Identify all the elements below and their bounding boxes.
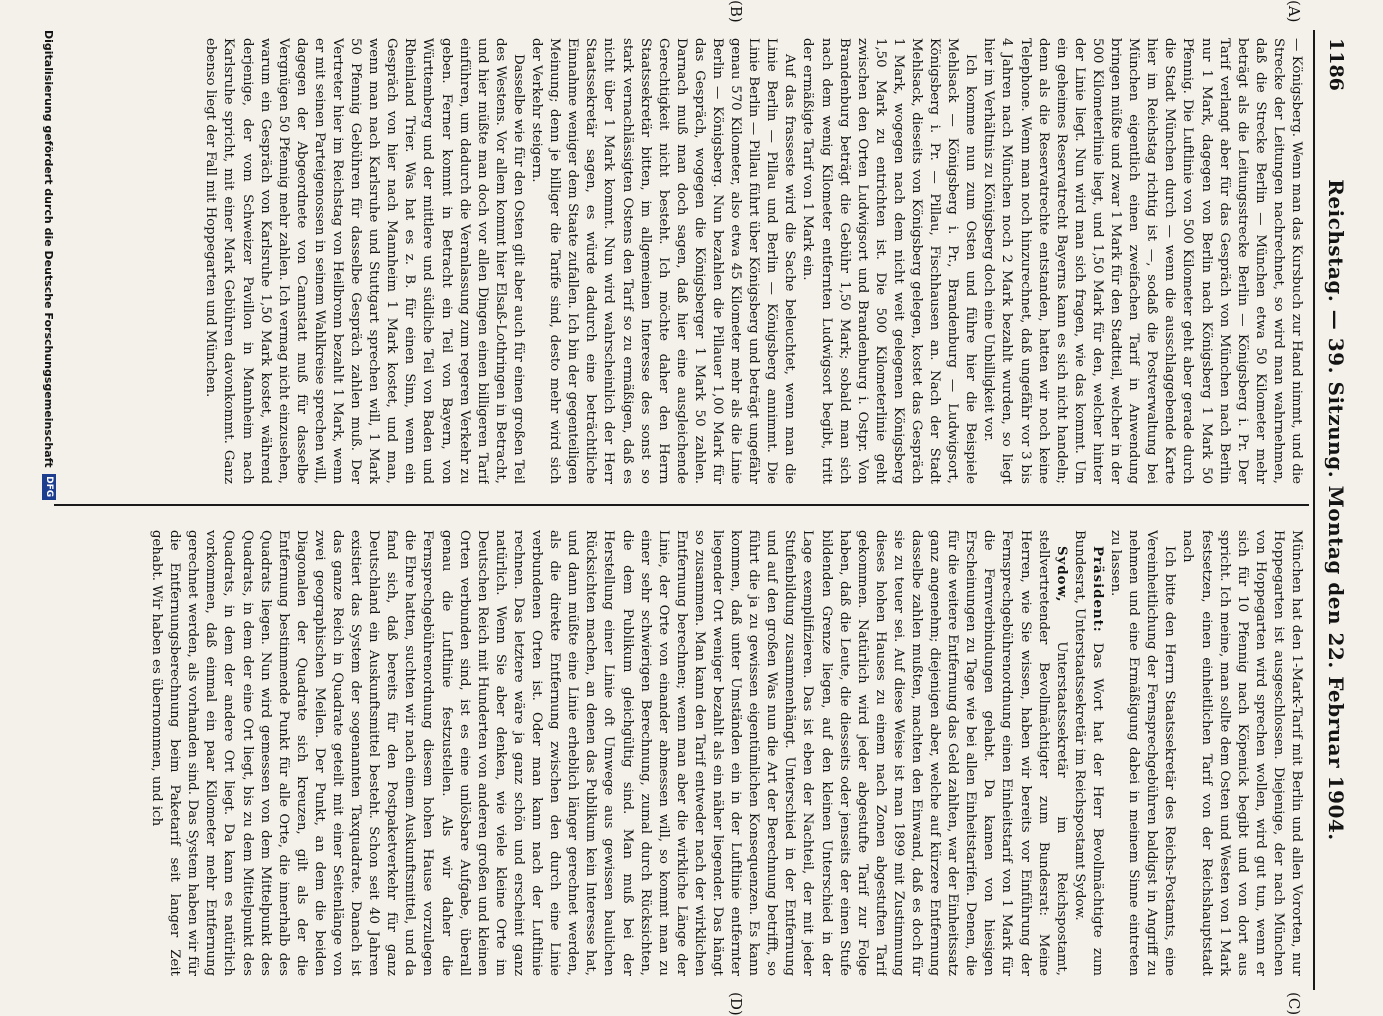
- column-divider: [54, 504, 1309, 506]
- paragraph: — Königsberg. Wenn man das Kursbuch zur Hand nimmt, und die Strecke der Leitungen nachrechnet, so wird man wahrnehmen, daß die Strecke Berlin — München etwa 50 Kilometer mehr beträgt als die Leitungsstrecke Berlin — Königsberg i. Pr. Der Tarif verlangt aber für das Gespräch von München nach Berlin nur 1 Mark, dagegen von Berlin nach Königsberg 1 Mark 50 Pfennig. Die Luftlinie von 500 Kilometer geht aber gerade durch die Stadt München durch — wenn die ausschlaggebende Karte hier im Reichstag richtig ist —, sodaß die Postverwaltung bei München eigentlich einen zweifachen Tarif in Anwendung bringen müßte und zwar 1 Mark für den Stadtteil, welcher in der 500 Kilometerlinie liegt, und 1,50 Mark für den, welcher hinter der Linie liegt. Nun wird man sich fragen, wie das kommt. Um ein geheimes Reservatrecht Bayerns kann es sich nicht handeln; denn als die Reservatrechte entstanden, hatten wir noch keine Telephone. Wenn man noch hinzurechnet, daß ungefähr vor 3 bis 4 Jahren nach München noch 2 Mark bezahlt wurden, so liegt hier im Verhältnis zu Königsberg doch eine Unbilligkeit vor.: [981, 38, 1304, 484]
- rotated-document-page: [35, 0, 1355, 1016]
- page-header: [1313, 30, 1355, 990]
- speech-text: Unterstaatssekretär im Reichspostamt, stellvertretender Bevollmächtigter zum Bundesrat: Meine Herren, wie Sie wissen, haben wir bereits vor Einführung der Fernsprechgebührenordnung einen Einheitstarif von 1 Mark für die Fernverbindungen gehabt. Da kamen von hiesigen Erscheinungen zu Tage wie bei allen Einheitstarifen. Denen, die für die weitere Entfernung das Geld zahlten, war der Einheitssatz ganz angenehm; diejenigen aber, welche auf kürzere Entfernung dasselbe zahlen mußten, machten den Einwand, daß es doch für sie zu teuer sei. Auf diese Weise ist man 1899 mit Zustimmung dieses hohen Hauses zu einem nach Zonen abgestuften Tarif gekommen. Natürlich wird jeder abgestufte Tarif zur Folge haben, daß die Leute, die diesseits oder jenseits der einen Stufe bildenden Grenze liegen, auf den kleinen Unterschied in der Lage exemplifizieren. Das ist eben der Nachteil, der mit jeder Stufenbildung zusammenhängt. Unterschied in der Entfernung und auf den großen Was nun die Art der Berechnung betrifft, so führt die ja zu gewissen eigentümlichen Konsequenzen. Es kann kommen, daß unter Umständen ein in der Luftlinie entfernter liegender Ort weniger bezahlt als ein näher liegender. Das hängt so zusammen. Man kann den Tarif entweder nach der wirklichen Entfernung berechnen; wenn man aber die wirkliche Länge der Linie, der Orte von einander abmessen will, so kommt man zu einer sehr schwierigen Berechnung, zumal durch Rücksichten, die dem Publikum gleichgültig sind. Man muß bei der Herstellung einer Linie oft Umwege aus gewissen baulichen Rücksichten machen, an denen das Publikum kein Interesse hat, und dann müßte eine Linie erheblich länger gerechnet werden, als die direkte Entfernung zwischen den durch eine Linie verbundenen Orten ist. Oder man kann nach der Luftlinie rechnen. Das letztere wäre ja ganz schön und erscheint ganz natürlich. Wenn Sie aber denken, wie viele kleine Orte im Deutschen Reich mit Hunderten von anderen großen und kleinen Orten verbunden sind, ist es eine unlösbare Aufgabe, überall genau die Luftlinie festzustellen. Als wir daher die Fernsprechgebührenordnung diesem hohen Hause vorzulegen die Ehre hatten, suchten wir nach einem Auskunftsmittel, und da fand sich, daß bereits für den Postpaketverkehr für ganz Deutschland ein Auskunftsmittel besteht. Schon seit 40 Jahren existiert das System der sogenannten Taxquadrate. Danach ist das ganze Reich in Quadrate geteilt mit einer Seitenlänge von zwei geographischen Meilen. Der Punkt, an dem die beiden Diagonalen der Quadrate sich kreuzen, gilt als der die Entfernung bestimmende Punkt für alle Orte, die innerhalb des Quadrats liegen. Nun wird gemessen von dem Mittelpunkt des Quadrats, in dem der eine Ort liegt, bis zu dem Mittelpunkt des Quadrats, in dem der andere Ort liegt. Da kann es natürlich vorkommen, daß einmal ein paar Kilometer mehr Entfernung gerechnet werden, als vorhanden sind. Das System haben wir für die Entfernungsberechnung beim Paketarif seit langer Zeit gehabt. Wir haben es übernommen, und ich: [149, 530, 1069, 976]
- margin-mark-a: (A): [1285, 0, 1303, 23]
- paragraph: München hat den 1-Mark-Tarif mit Berlin und allen Vororten, nur Hoppegarten ist ausgeschlossen. Diejenige, der nach München von Hoppegarten wird sprechen wollen, wird gut tun, wenn er sich für 10 Pfennig nach Köpenick begibt und von dort aus spricht. Ich meine, man sollte dem Osten und Westen von 1 Mark festsetzen, einen einheitlichen Tarif von der Reichshauptstadt nach: [1180, 530, 1304, 976]
- paragraph: Dasselbe wie für den Osten gilt aber auch für einen großen Teil des Westens. Vor allem kommt hier Elsaß-Lothringen in Betracht, und hier müßte man doch vor allen Dingen einen billigeren Tarif einführen, um dadurch die Veranlassung zum regeren Verkehr zu geben. Ferner kommt in Betracht ein Teil von Bayern, von Württemberg und der mittlere und südliche Teil von Baden und Rheinland Trier. Was hat es z. B. für einen Sinn, wenn ein Gespräch von hier nach Mannheim 1 Mark kostet, und man, wenn man nach Karlsruhe und Stuttgart sprechen will, 1 Mark 50 Pfennig Gebühren für dasselbe Gespräch zahlen muß. Der Vertreter hier im Reichstag von Heilbronn bezahlt 1 Mark, wenn er mit seinen Parteigenossen in seinem Wahlkreise sprechen will, dagegen der Abgeordnete von Cannstatt muß für dasselbe Vergnügen 50 Pfennig mehr zahlen. Ich vermag nicht einzusehen, warum ein Gespräch von Karlsruhe 1,50 Mark kostet, während derjenige, der vom Schweizer Pavillon in Mannheim nach Karlsruhe spricht, mit einer Mark Gebühren davonkommt. Ganz ebenso liegt der Fall mit Hoppegarten und München.: [203, 38, 526, 484]
- right-text-column: [75, 530, 1305, 976]
- speaker-name: Präsident:: [1089, 546, 1105, 633]
- speaker-paragraph: [1070, 530, 1106, 976]
- paragraph: Ich bitte den Herrn Staatssekretär des Reichs-Postamts, eine Vereinheitlichung der Fernsprechgebühren baldigst in Angriff zu nehmen und eine Ermäßigung dabei in meinem Sinne eintreten zu lassen.: [1108, 530, 1178, 976]
- speaker-paragraph: [147, 530, 1070, 976]
- margin-mark-b: (B): [727, 0, 745, 23]
- left-text-column: [75, 38, 1305, 484]
- paragraph: Auf das frasseste wird die Sache beleuchtet, wenn man die Linie Berlin — Pillau und Berlin — Königsberg annimmt. Die Linie Berlin — Pillau führt über Königsberg und beträgt ungefähr genau 570 Kilometer, also etwa 45 Kilometer mehr als die Linie Berlin — Königsberg. Nun bezahlen die Pillauer 1,00 Mark für das Gespräch, wogegen die Königsberger 1 Mark 50 zahlen. Darnach muß man doch sagen, daß hier eine ausgleichende Gerechtigkeit nicht besteht. Ich möchte daher den Herrn Staatssekretär bitten, im allgemeinen Interesse des sonst so stark vernachlässigten Ostens den Tarif so zu ermäßigen, daß es nicht über 1 Mark kommt. Nun wird wahrscheinlich der Herr Staatssekretär sagen, es würde dadurch eine beträchtliche Einnahme weniger dem Staate zufallen. Ich bin der gegenteiligen Meinung; denn je billiger die Tarife sind, desto mehr wird sich der Verkehr steigern.: [529, 38, 798, 484]
- margin-mark-c: (C): [1285, 992, 1303, 1016]
- speaker-name: Sydow,: [1053, 546, 1069, 603]
- digitization-credit: [39, 30, 59, 990]
- margin-mark-d: (D): [727, 992, 745, 1016]
- paragraph: Ich komme nun zum Osten und führe hier die Beispiele Mehlsack — Königsberg i. Pr., Brandenburg — Ludwigsort, Königsberg i. Pr. — Pillau, Fischhausen an. Nach der Stadt Mehlsack, dieseits von Königsberg gelegen, kostet das Gespräch 1 Mark, wogegen nach dem nicht weit gelegenen Königsberg 1,50 Mark zu entrichten ist. Die 500 Kilometerlinie geht zwischen den Orten Ludwigsort und Brandenburg i. Ostpr. Von Brandenburg beträgt die Gebühr 1,50 Mark; sobald man sich nach dem wenig Kilometer entfernten Ludwigsort begibt, tritt der ermäßigte Tarif von 1 Mark ein.: [800, 38, 979, 484]
- page-number: 1186: [1325, 38, 1347, 91]
- speech-text: Das Wort hat der Herr Bevollmächtigte zum Bundesrat, Unterstaatssekretär im Reichspostamt Sydow.: [1071, 530, 1105, 976]
- credit-text: Digitalisierung gefördert durch die Deutsche Forschungsgemeinschaft: [42, 30, 56, 468]
- running-head: Reichstag. — 39. Sitzung. Montag den 22. Februar 1904.: [1324, 179, 1348, 841]
- dfg-logo: DFG: [42, 474, 56, 500]
